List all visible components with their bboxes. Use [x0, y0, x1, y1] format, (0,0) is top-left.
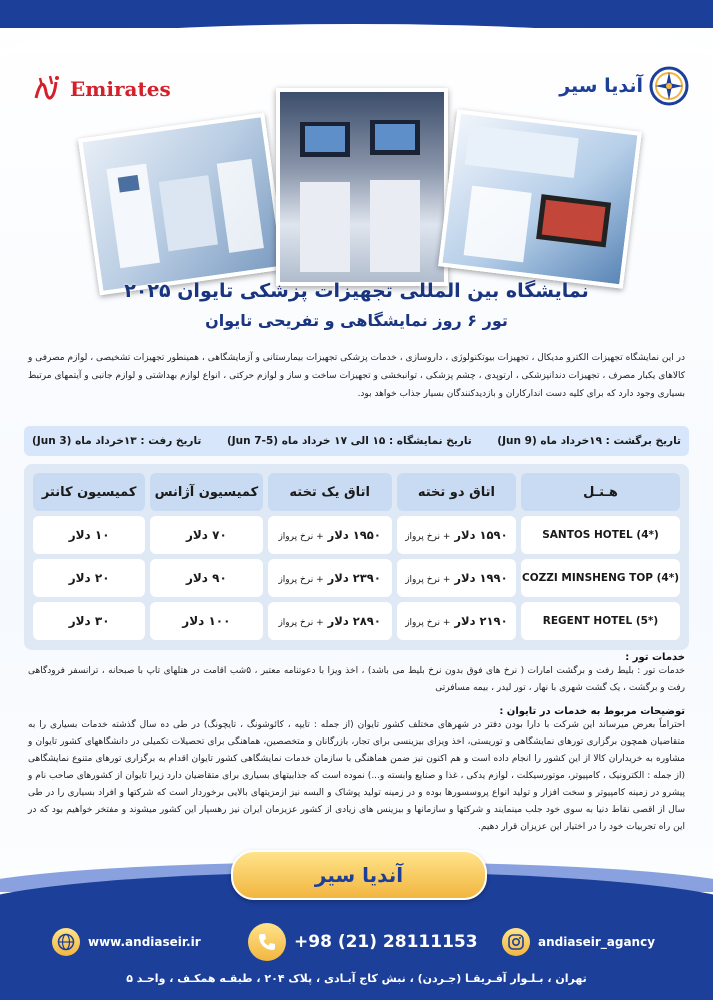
instagram-contact[interactable]: [502, 922, 655, 962]
globe-icon: [52, 928, 80, 956]
agency-commission: ۱۰۰ دلار: [150, 602, 262, 640]
top-band-curve: [0, 24, 713, 54]
single-room-price: [268, 602, 392, 640]
single-room-price: [268, 516, 392, 554]
price-table: [28, 468, 685, 645]
services-heading: خدمات تور :: [625, 652, 685, 663]
fare-suffix: + نرخ پرواز: [405, 618, 451, 628]
hotel-name: COZZI MINSHENG TOP (4*): [521, 559, 680, 597]
table-row: [33, 516, 680, 554]
exhibition-title: نمایشگاه بین المللی تجهیزات پزشکی تایوان ۲۰۲۵: [124, 280, 589, 302]
address: تهران ، بـلـوار آفـریقـا (جـردن) ، نبش کاج آبـادی ، پلاک ۲۰۴ ، طبقـه همکـف ، واحـد ۵: [126, 972, 587, 985]
counter-commission: ۳۰ دلار: [33, 602, 145, 640]
tour-subtitle: تور ۶ روز نمایشگاهی و تفریحی تایوان: [205, 311, 508, 330]
table-row: [33, 602, 680, 640]
price-value: ۲۸۹۰ دلار: [327, 614, 381, 628]
agency-commission: ۹۰ دلار: [150, 559, 262, 597]
fare-suffix: + نرخ پرواز: [405, 575, 451, 585]
fare-suffix: + نرخ پرواز: [405, 532, 451, 542]
footer-brand: آندیا سیر: [314, 863, 404, 887]
price-table-container: [24, 464, 689, 650]
fare-suffix: + نرخ پرواز: [278, 532, 324, 542]
andia-wordmark: آندیا سیر: [559, 75, 643, 97]
intro-paragraph: در این نمایشگاه تجهیزات الکترو مدیکال ، تجهیزات بیوتکنولوژی ، داروسازی ، خدمات پزشکی تجهیزات بیمارستانی و آزمایشگاهی ، همینطور تجهیزات تشخیصی ، لوازم مصرفی و کالاهای یکبار مصرف ، تجهیزات دندانپزشکی ، ارتوپدی ، چشم پزشکی ، توانبخشی و تجهیزات ساخت و ساز و لوازم حرکتی ، انواع لوازم بهداشتی و لوازم جانبی و آیتمهای مرتبط بسیاری وجود دارد که برای کلیه دست اندارکاران و بازدیدکنندگان بسیار جذاب خواهد بود.: [28, 353, 685, 399]
description-text: احتراماً بعرض میرساند این شرکت با دارا بودن دفتر در شهرهای مختلف کشور تایوان (از جمله : تایپه ، کائوشونگ ، تایچونگ) در طی ده سال گذشته خدمات بسیاری را به متقاضیان همچون برگزاری تورهای نمایشگاهی و توریستی، اخذ ویزای بیزینسی برای تجار، بازرگانان و متخصصین، هماهنگی برای تحصیلات تکمیلی در دانشگاههای کشور تایوان و مشاوره به خریداران کالا از این کشور را انجام داده است و هم اکنون نیز ضمن هماهنگی با سازمان خدمات نمایشگاهی کشور تایوان اقدام به برگزاری تورهای متنوع نمایشگاهی (از جمله : الکترونیک ، کامپیوتر، موتورسیکلت ، لوازم یدکی ، غذا و صنایع وابسته و...) نموده است که جذابیتهای بسیاری برای متقاضیان دارد زیرا تایوان از کشورهای صاحب نام و پیشرو در زمینه کامپیوتر و سخت افزار و تولید انواع پروسسورها بوده و در زمینه تولید پوشاک و البسه نیز ازمزیتهای بالایی برخوردار است که شرکتها و افراد بسیاری را در طی سال از اقصی نقاط دنیا به سوی خود جلب مینمایند و شرکتها و سازمانها و بیزینس های زیادی از کشور عزیزمان ایران نیز رهسپار این کشور میشوند و مفتخر خواهیم بود که در این راه تجربیات خود را در اختیار این عزیزان قرار دهیم.: [28, 720, 685, 832]
double-room-price: [397, 559, 516, 597]
description-section: [28, 706, 685, 836]
fare-suffix: + نرخ پرواز: [278, 618, 324, 628]
table-header-row: [33, 473, 680, 511]
price-value: ۱۹۹۰ دلار: [454, 571, 508, 585]
counter-commission: ۱۰ دلار: [33, 516, 145, 554]
double-room-price: [397, 516, 516, 554]
expo-photo-left: [78, 113, 286, 296]
single-room-price: [268, 559, 392, 597]
expo-photo-right: [438, 109, 642, 288]
counter-commission: ۲۰ دلار: [33, 559, 145, 597]
fare-suffix: + نرخ پرواز: [278, 575, 324, 585]
services-text: خدمات تور : بلیط رفت و برگشت امارات ( نرخ های فوق بدون نرخ بلیط می باشد) ، اخذ ویزا با دعوتنامه معتبر ، ۵شب اقامت در هتلهای تاپ با صبحانه ، ترانسفر فرودگاهی رفت و برگشت ، یک گشت شهری با نهار ، تور لیدر ، بیمه مسافرتی: [28, 666, 685, 693]
expo-photo-center: [276, 88, 448, 286]
footer: [0, 838, 713, 1000]
agency-commission: ۷۰ دلار: [150, 516, 262, 554]
return-date: تاریخ برگشت : ۱۹خرداد ماه (9 Jun): [497, 435, 681, 447]
footer-brand-pill: [231, 850, 487, 900]
header-hotel: هـتـل: [521, 473, 680, 511]
phone-number[interactable]: +98 (21) 28111153: [294, 932, 478, 952]
header-counter-commission: کمیسیون کانتر: [33, 473, 145, 511]
header-double-room: اتاق دو تخته: [397, 473, 516, 511]
emirates-calligraphy-icon: [30, 72, 64, 106]
dates-bar: [24, 426, 689, 456]
header-single-room: اتاق یک تخته: [268, 473, 392, 511]
departure-date: تاریخ رفت : ۱۳خرداد ماه (3 Jun): [32, 435, 202, 447]
double-room-price: [397, 602, 516, 640]
price-value: ۲۳۹۰ دلار: [327, 571, 381, 585]
hotel-name: SANTOS HOTEL (4*): [521, 516, 680, 554]
phone-icon: [248, 923, 286, 961]
header-agency-commission: کمیسیون آژانس: [150, 473, 262, 511]
emirates-logo: [30, 72, 171, 106]
instagram-handle[interactable]: andiaseir_agancy: [538, 935, 656, 949]
price-value: ۲۱۹۰ دلار: [454, 614, 508, 628]
price-value: ۱۹۵۰ دلار: [327, 528, 381, 542]
instagram-icon: [502, 928, 530, 956]
exhibition-date: تاریخ نمایشگاه : ۱۵ الی ۱۷ خرداد ماه (5-7 Jun): [226, 435, 472, 447]
emirates-wordmark: Emirates: [70, 77, 171, 101]
table-row: [33, 559, 680, 597]
price-value: ۱۵۹۰ دلار: [454, 528, 508, 542]
compass-icon: [649, 66, 689, 106]
phone-contact[interactable]: [248, 922, 478, 962]
website-contact[interactable]: [52, 922, 201, 962]
hotel-name: REGENT HOTEL (5*): [521, 602, 680, 640]
andia-logo: [559, 66, 689, 106]
website-link[interactable]: www.andiaseir.ir: [88, 935, 201, 949]
description-heading: توضیحات مربوط به خدمات در تایوان :: [499, 706, 685, 717]
services-section: [28, 652, 685, 697]
